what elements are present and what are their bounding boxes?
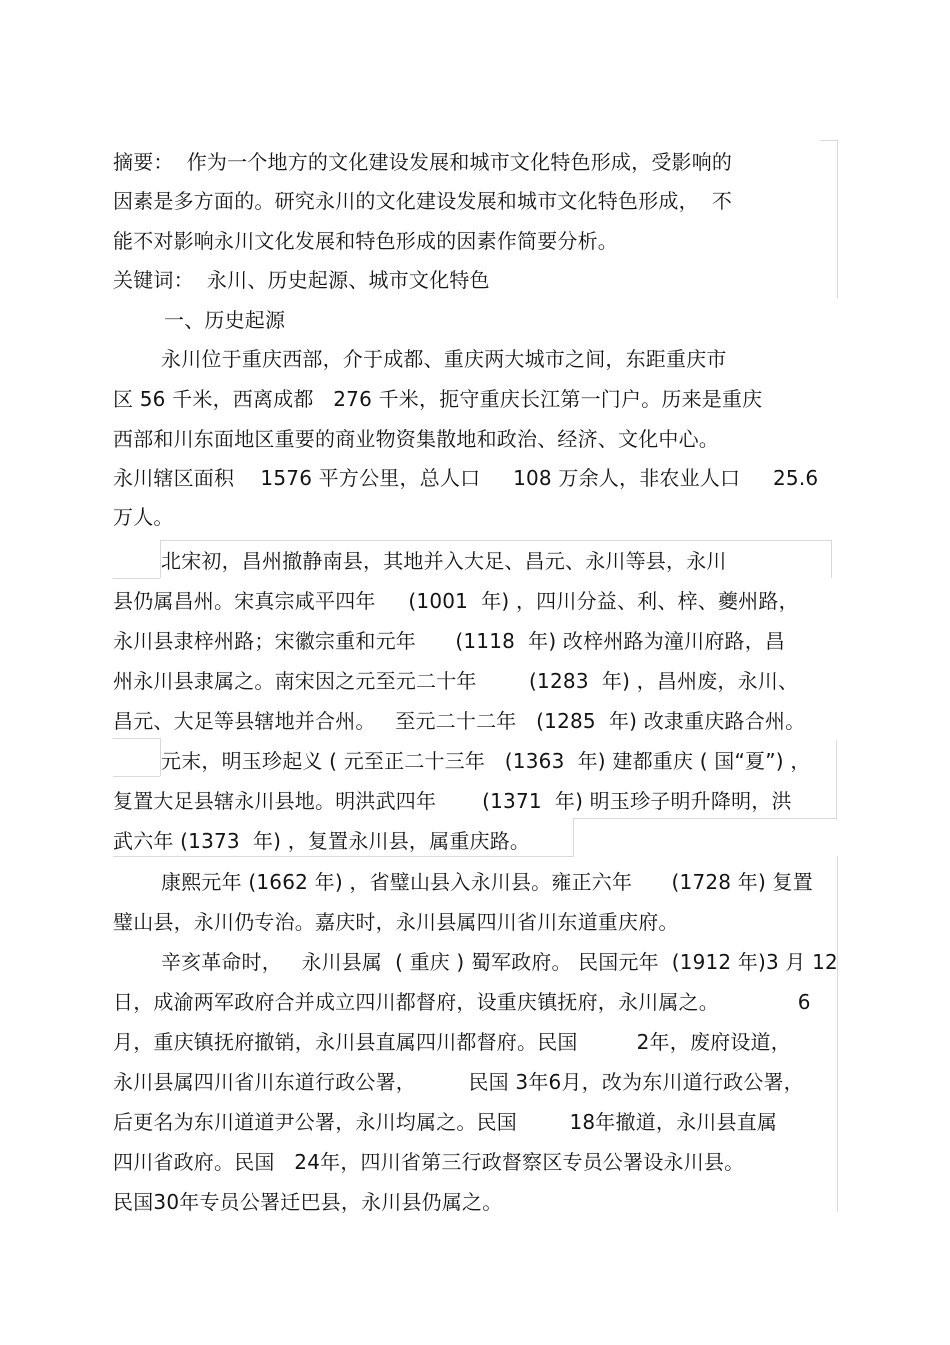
frame-line <box>113 776 160 777</box>
paragraph-line: 日，成渝两军政府合并成立四川都督府，设重庆镇抚府，永川属之。 6 <box>113 990 811 1014</box>
frame-line <box>820 140 838 141</box>
section-heading: 一、历史起源 <box>164 308 286 332</box>
frame-line <box>837 856 838 1212</box>
paragraph-line: 永川位于重庆西部，介于成都、重庆两大城市之间，东距重庆市 <box>161 347 727 371</box>
paragraph-line: 永川县隶梓州路；宋徽宗重和元年 (1118 年) 改梓州路为潼川府路，昌 <box>113 629 786 653</box>
paragraph-line: 区 56 千米，西离成都 276 千米，扼守重庆长江第一门户。历来是重庆 <box>113 387 763 411</box>
abstract-line: 因素是多方面的。研究永川的文化建设发展和城市文化特色形成， 不 <box>113 189 733 213</box>
frame-line <box>836 740 837 820</box>
frame-line <box>113 578 160 579</box>
paragraph-line: 辛亥革命时， 永川县属 ( 重庆 ) 蜀军政府。 民国元年 (1912 年)3 月 12 <box>161 950 838 974</box>
abstract-line: 摘要： 作为一个地方的文化建设发展和城市文化特色形成，受影响的 <box>113 150 733 174</box>
frame-line <box>160 540 832 541</box>
abstract-line: 能不对影响永川文化发展和特色形成的因素作简要分析。 <box>113 229 618 253</box>
paragraph-line: 武六年 (1373 年) ，复置永川县，属重庆路。 <box>113 829 531 853</box>
frame-line <box>573 818 837 819</box>
paragraph-line: 民国30年专员公署迁巴县，永川县仍属之。 <box>113 1190 503 1214</box>
paragraph-line: 昌元、大足等县辖地并合州。 至元二十二年 (1285 年) 改隶重庆路合州。 <box>113 709 806 733</box>
paragraph-line: 四川省政府。民国 24年，四川省第三行政督察区专员公署设永川县。 <box>113 1150 745 1174</box>
paragraph-line: 复置大足县辖永川县地。明洪武四年 (1371 年) 明玉珍子明升降明，洪 <box>113 789 792 813</box>
paragraph-line: 永川县属四川省川东道行政公署， 民国 3年6月，改为东川道行政公署， <box>113 1070 804 1094</box>
paragraph-line: 北宋初，昌州撤静南县，其地并入大足、昌元、永川等县，永川 <box>161 549 727 573</box>
paragraph-line: 西部和川东面地区重要的商业物资集散地和政治、经济、文化中心。 <box>113 427 719 451</box>
paragraph-line: 后更名为东川道道尹公署，永川均属之。民国 18年撤道，永川县直属 <box>113 1110 778 1134</box>
paragraph-line: 万人。 <box>113 505 174 529</box>
frame-line <box>113 856 574 857</box>
paragraph-line: 璧山县，永川仍专治。嘉庆时，永川县属四川省川东道重庆府。 <box>113 910 679 934</box>
paragraph-line: 永川辖区面积 1576 平方公里，总人口 108 万余人，非农业人口 25.6 <box>113 466 819 490</box>
frame-line <box>573 818 574 856</box>
frame-line <box>831 540 832 578</box>
paragraph-line: 月，重庆镇抚府撤销，永川县直属四川都督府。民国 2年，废府设道， <box>113 1030 791 1054</box>
paragraph-line: 康熙元年 (1662 年) ，省璧山县入永川县。雍正六年 (1728 年) 复置 <box>161 870 813 894</box>
paragraph-line: 元末，明玉珍起义 ( 元至正二十三年 (1363 年) 建都重庆 ( 国“夏”) ， <box>161 749 811 773</box>
frame-line <box>837 140 838 298</box>
paragraph-line: 州永川县隶属之。南宋因之元至元二十年 (1283 年) ，昌州废，永川、 <box>113 669 799 693</box>
frame-line <box>113 738 160 739</box>
paragraph-line: 县仍属昌州。宋真宗咸平四年 (1001 年) ，四川分益、利、梓、夔州路， <box>113 589 799 613</box>
keywords: 关键词： 永川、历史起源、城市文化特色 <box>113 268 490 292</box>
